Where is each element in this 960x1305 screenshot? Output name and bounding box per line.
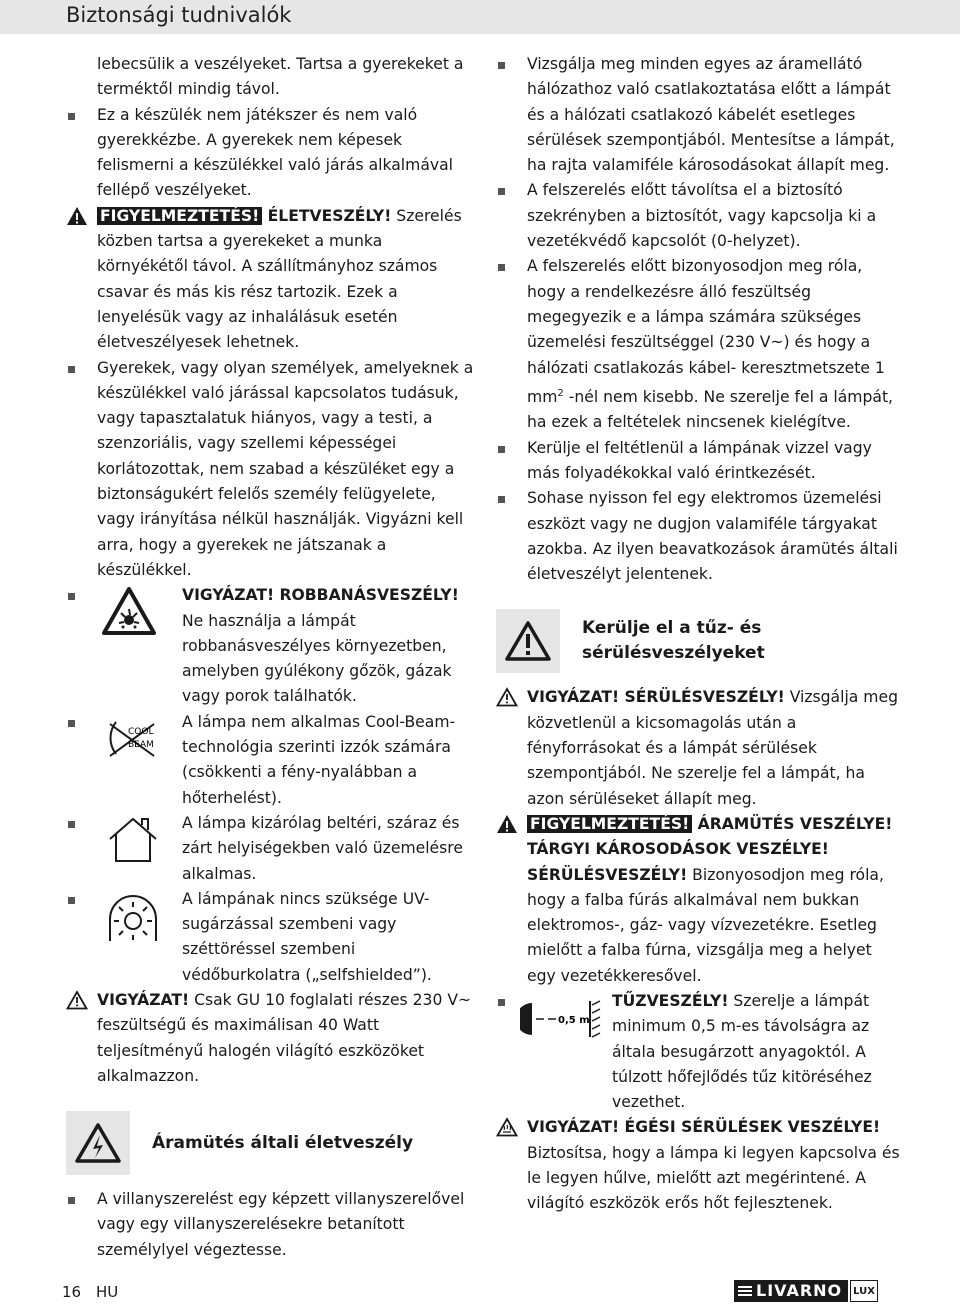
logo-bars-icon bbox=[738, 1285, 752, 1297]
page-title: Biztonsági tudnivalók bbox=[66, 3, 292, 27]
voltage-text-a: A felszerelés előtt bizonyosodjon meg róla, hogy a rendelkezésre álló feszültség megegyezik e a lámpa számára szükséges üzemelési feszültséggel (230 V~) és hogy a hálózati csatlakozás kábel- keresztmetszete 1 mm bbox=[527, 257, 885, 407]
warning-triangle-outline-icon bbox=[496, 687, 518, 707]
injury-text: Vizsgálja meg közvetlenül a kicsomagolás után a fényforrásokat és a lámpát sérülések szempontjából. Ne szerelje fel a lámpát, ha azon sérüléseket állapít meg. bbox=[527, 688, 898, 808]
explosion-text: Ne használja a lámpát robbanásveszélyes környezetben, amelyben gyúlékony gőzök, gázak vagy porok találhatók. bbox=[182, 611, 452, 706]
logo-main bbox=[734, 1280, 848, 1302]
warning-burn bbox=[496, 1115, 900, 1216]
warning-text: Szerelés közben tartsa a gyerekeket a munka környékétől távol. A szállítmányhoz számos csavar és más kis rész tartozik. Ezek a lenyelésük vagy az inhalálásuk esetén életveszélyesek lehetnek. bbox=[97, 206, 462, 352]
cool-beam-prohibited-icon bbox=[102, 716, 162, 760]
section-title: Kerülje el a tűz- és sérülésveszélyeket bbox=[582, 618, 765, 664]
self-shielded-lamp-icon bbox=[104, 893, 162, 945]
left-column bbox=[66, 52, 476, 1263]
page-number: 16 bbox=[62, 1283, 82, 1301]
section-fire-injury bbox=[496, 609, 900, 673]
bullet-cool-beam bbox=[66, 710, 476, 811]
bullet-fuse: A felszerelés előtt távolítsa el a biztosító szekrényben a biztosítót, vagy kapcsolja ki a vezetékvédő kapcsolót (0-helyzet). bbox=[496, 178, 900, 254]
language-code: HU bbox=[96, 1283, 119, 1301]
logo-text: LIVARNO bbox=[756, 1281, 843, 1300]
bullet-supervision: Gyerekek, vagy olyan személyek, amelyeknek a készülékkel való járással kapcsolatos tudásuk, vagy tapasztalatuk hiányos, vagy a testi, a szenzoriális, vagy szellemi képességei korlátozottak, nem szabad a készüléket egy a biztonságukért felelős személy felügyelete, vagy irányítása nélkül használják. Vigyázni kell arra, hogy a gyerekek ne játszanak a készülékkel. bbox=[66, 356, 476, 584]
bullet-voltage bbox=[496, 254, 900, 435]
warning-tag: FIGYELMEZTETÉS! bbox=[527, 815, 692, 833]
logo-suffix: LUX bbox=[850, 1280, 878, 1302]
explosion-heading: VIGYÁZAT! ROBBANÁSVESZÉLY! bbox=[182, 586, 459, 605]
bullet-electrician: A villanyszerelést egy képzett villanyszerelővel vagy egy villanyszerelésekre betanított személylyel végeztesse. bbox=[66, 1187, 476, 1263]
cool-beam-text: A lámpa nem alkalmas Cool-Beam-technológia szerinti izzók számára (csökkenti a fény-nyalábban a hőterhelést). bbox=[182, 712, 456, 807]
warning-triangle-outline-icon bbox=[66, 990, 88, 1010]
voltage-text-b: -nél nem kisebb. Ne szerelje fel a lámpát, ha ezek a feltételek nincsenek kielégítve. bbox=[527, 388, 894, 432]
right-column bbox=[496, 52, 900, 1217]
bullet-self-shielded bbox=[66, 887, 476, 988]
warning-triangle-bold-icon bbox=[505, 620, 551, 662]
warning-life-danger bbox=[66, 204, 476, 356]
fire-warning-box bbox=[496, 609, 560, 673]
distance-0-5m-icon bbox=[520, 997, 606, 1041]
electric-warning-box bbox=[66, 1111, 130, 1175]
bullet-not-toy: Ez a készülék nem játékszer és nem való gyerekkézbe. A gyerekek nem képesek felismerni a készülékkel való járás alkalmával fellépő veszélyeket. bbox=[66, 103, 476, 204]
cool-beam-label-top: COOL bbox=[128, 726, 154, 737]
page-header bbox=[0, 0, 960, 34]
drilling-text: Bizonyosodjon meg róla, hogy a falba fúrás alkalmával nem bukkan elektromos-, gáz- vagy vízvezetékre. Esetleg mielőtt a falba fúrna, vizsgálja meg a helyet egy vezetékkeresővel. bbox=[527, 865, 884, 985]
injury-heading: VIGYÁZAT! SÉRÜLÉSVESZÉLY! bbox=[527, 688, 785, 707]
hot-surface-warning-icon bbox=[496, 1117, 518, 1137]
bullet-explosion bbox=[66, 583, 476, 709]
brand-logo bbox=[734, 1280, 878, 1302]
section-electric-shock bbox=[66, 1111, 476, 1175]
explosion-hazard-icon bbox=[102, 587, 156, 635]
bullet-open-device: Sohase nyisson fel egy elektromos üzemelési eszközt vagy ne dugjon valamiféle tárgyakat azokba. Az ilyen beavatkozások áramütés általi életveszélyt jelentenek. bbox=[496, 486, 900, 587]
distance-label: 0,5 m bbox=[558, 1014, 590, 1026]
bullet-water: Kerülje el feltétlenül a lámpának vizzel vagy más folyadékokkal való érintkezését. bbox=[496, 436, 900, 487]
self-shielded-text: A lámpának nincs szüksége UV-sugárzással szembeni vagy széttöréssel szembeni védőburkolatra („selfshielded”). bbox=[182, 889, 432, 984]
drilling-heading: ÁRAMÜTÉS VESZÉLYE! TÁRGYI KÁROSODÁSOK VESZÉLYE! SÉRÜLÉSVESZÉLY! bbox=[527, 814, 893, 884]
warning-triangle-icon bbox=[496, 814, 518, 834]
gu10-text: Csak GU 10 foglalati részes 230 V~ feszültségű és maximálisan 40 Watt teljesítményű halogén világító eszközöket alkalmazzon. bbox=[97, 990, 472, 1085]
warning-gu10 bbox=[66, 988, 476, 1089]
gu10-heading: VIGYÁZAT! bbox=[97, 990, 190, 1009]
bullet-indoor bbox=[66, 811, 476, 887]
indoor-text: A lámpa kizárólag beltéri, száraz és zárt helyiségekben való üzemelésre alkalmas. bbox=[182, 813, 463, 883]
section-title: Áramütés általi életveszély bbox=[152, 1132, 414, 1153]
bullet-fire-distance bbox=[496, 989, 900, 1115]
house-indoor-icon bbox=[106, 815, 160, 865]
warning-tag: FIGYELMEZTETÉS! bbox=[97, 207, 262, 225]
fire-text: Szerelje a lámpát minimum 0,5 m-es távolságra az általa besugárzott anyagoktól. A túlzott hőfejlődés tűz kitöréséhez vezethet. bbox=[612, 991, 872, 1112]
warning-injury bbox=[496, 685, 900, 811]
cool-beam-label-bottom: BEAM bbox=[128, 739, 154, 750]
warning-triangle-icon bbox=[66, 206, 88, 226]
warning-drilling bbox=[496, 812, 900, 989]
warning-heading: ÉLETVESZÉLY! bbox=[262, 206, 392, 225]
intro-text: lebecsülik a veszélyeket. Tartsa a gyerekeket a terméktől mindig távol. bbox=[97, 55, 464, 99]
fire-heading: TŰZVESZÉLY! bbox=[612, 991, 729, 1010]
burn-text: Biztosítsa, hogy a lámpa ki legyen kapcsolva és le legyen hűlve, mielőtt azt megérintené. A világító eszközök erős hőt fejlesztenek. bbox=[527, 1143, 900, 1213]
burn-heading: VIGYÁZAT! ÉGÉSI SÉRÜLÉSEK VESZÉLYE! bbox=[527, 1118, 881, 1137]
voltage-sup: 2 bbox=[557, 387, 564, 399]
bullet-inspect: Vizsgálja meg minden egyes az áramellátó hálózathoz való csatlakoztatása előtt a lámpát és a hálózati csatlakozó kábelét esetleges sérülések szempontjából. Mentesítse a lámpát, ha rajta valamiféle károsodásokat állapít meg. bbox=[496, 52, 900, 178]
electric-shock-icon bbox=[75, 1122, 121, 1164]
